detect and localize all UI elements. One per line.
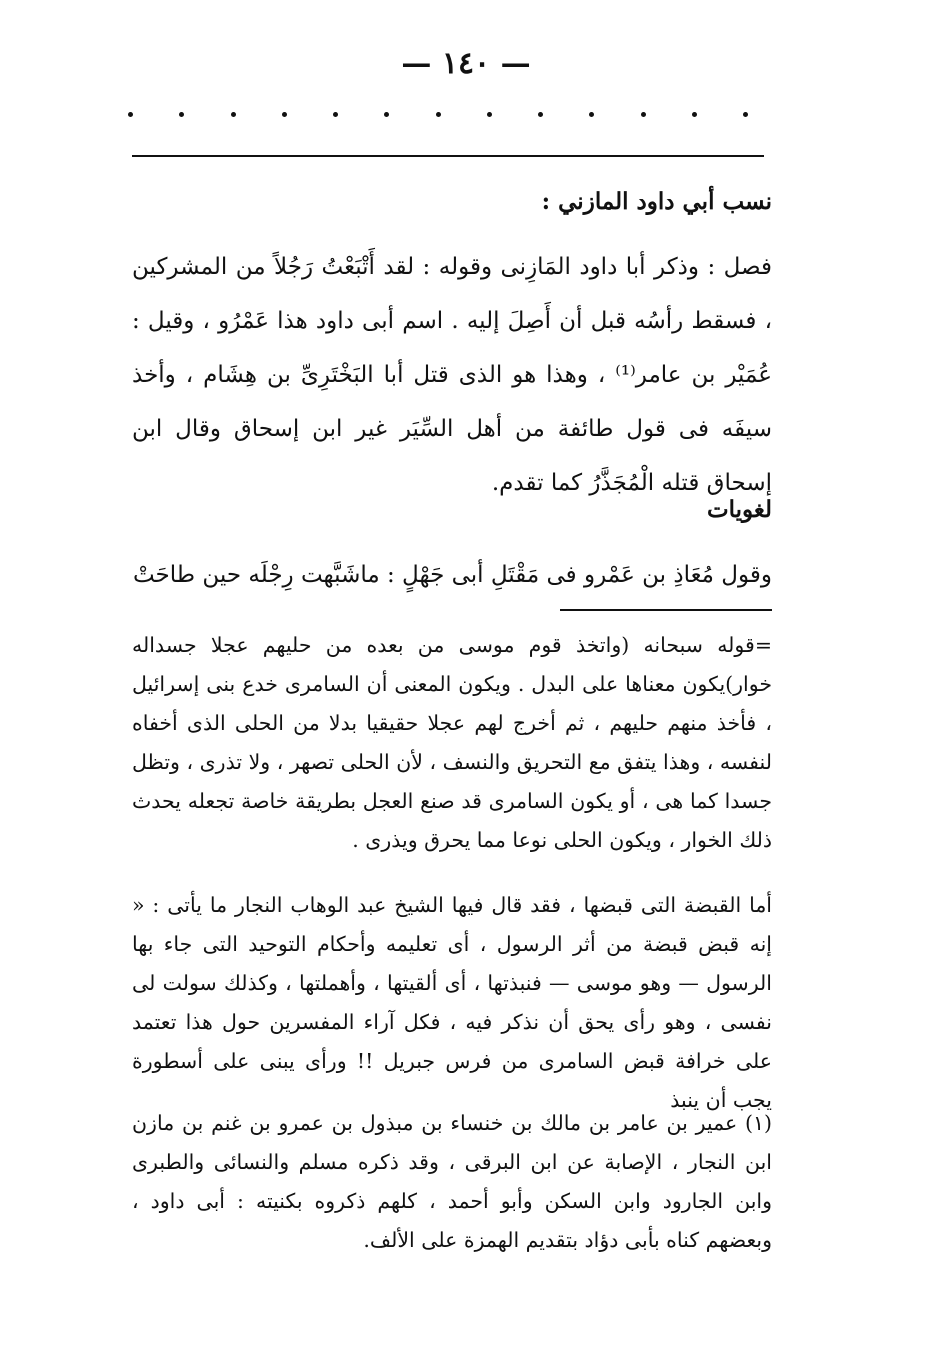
footnote-continuation-paragraph-2: أما القبضة التى قبضها ، فقد قال فيها الشيخ عبد الوهاب النجار ما يأتى : « إنه قبض قبضة من أثر الرسول ، أى تعليمه وأحكام التوحيد التى جاء بها الرسول — وهو موسى — فنبذتها ، أى ألقيتها ، وأهملتها ، وكذلك سولت لى نفسى ، وهو رأى يحق أن نذكر فيه ، فكل آراء المفسرين حول هذا تعتمد على خرافة قبض السامرى من فرس جبريل !! ورأى يبنى على أسطورة يجب أن ينبذ <box>132 893 772 1112</box>
footnote-separator <box>560 609 772 611</box>
ornamental-dots-divider <box>128 112 748 117</box>
section-heading-linguistics: لغويات <box>706 496 772 523</box>
footnote-continuation-paragraph: =قوله سبحانه (واتخذ قوم موسى من بعده من حليهم عجلا جسداله خوار)يكون معناها على البدل . ويكون المعنى أن السامرى خدع بنى إسرائيل ، فأخذ منهم حليهم ، ثم أخرج لهم عجلا حقيقيا بدلا من الحلى الذى أخفاه لنفسه ، وهذا يتفق مع التحريق والنسف ، لأن الحلى تصهر ، ولا تذرى ، وتظل جسدا كما هى ، أو يكون السامرى قد صنع العجل بطريقة خاصة تجعله يحدث ذلك الخوار ، ويكون الحلى نوعا مما يحرق ويذرى . <box>132 633 772 852</box>
footnote-1: (١) عمير بن عامر بن مالك بن خنساء بن مبذول بن عمرو بن غنم بن مازن ابن النجار ، الإصابة عن ابن البرقى ، وقد ذكره مسلم والنسائى والطبرى وابن الجارود وابن السكن وأبو أحمد ، كلهم ذكروه بكنيته : أبى داود ، وبعضهم كناه بأبى دؤاد بتقديم الهمزة على الألف. <box>132 1111 772 1252</box>
header-rule <box>132 155 764 157</box>
page-number: — ١٤٠ — <box>401 46 531 81</box>
body-paragraph-lineage: فصل : وذكر أبا داود المَازِنى وقوله : لقد أَتْبَعْتُ رَجُلاً من المشركين ، فسقط رأسُه قبل أن أَصِلَ إليه . اسم أبى داود هذا عَمْرُو ، وقيل : عُمَيْر بن عامر⁽¹⁾ ، وهذا هو الذى قتل أبا البَخْتَرِىِّ بن هِشَام ، وأخذ سيفَه فى قول طائفة من أهل السِّيَر غير ابن إسحاق وقال ابن إسحاق قتله الْمُجَذَّرُ كما تقدم. <box>132 254 772 496</box>
section-heading-lineage: نسب أبي داود المازني : <box>541 188 772 215</box>
body-paragraph-linguistics: وقول مُعَاذِ بن عَمْرو فى مَقْتَلِ أبى جَهْلٍ : ماشَبَّهت رِجْلَه حين طاحَتْ <box>132 562 772 588</box>
